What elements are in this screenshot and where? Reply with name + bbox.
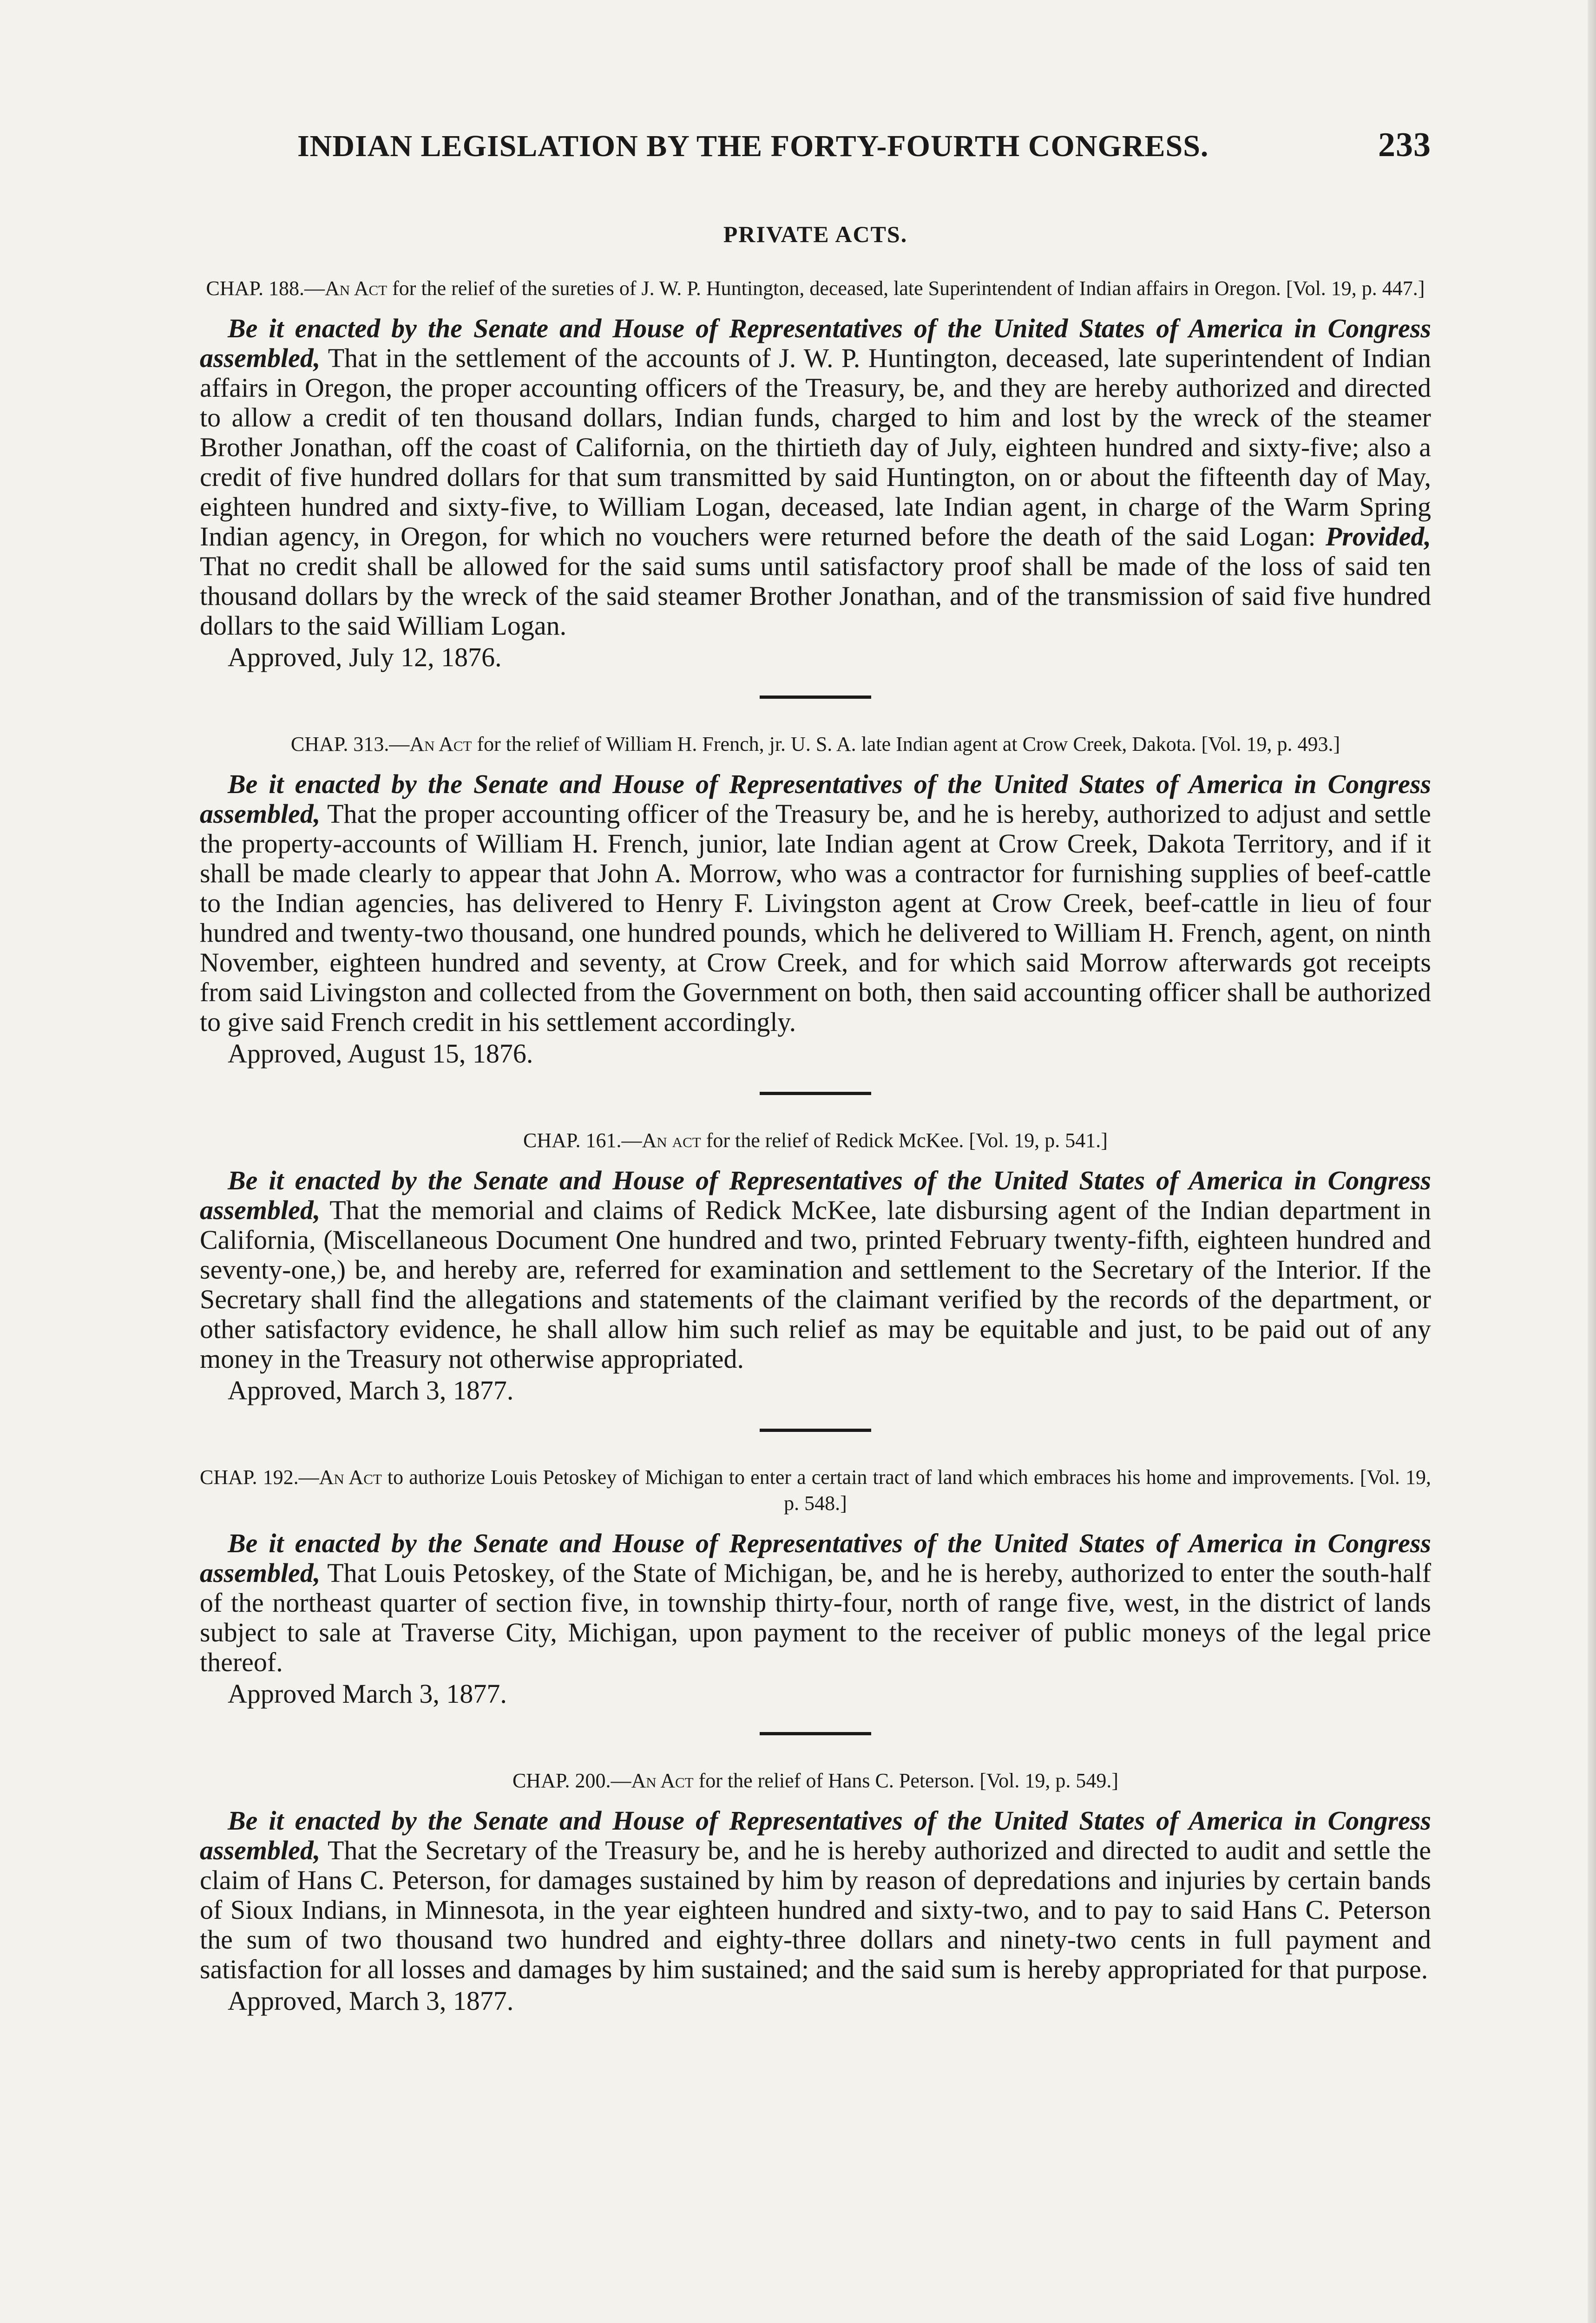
divider-rule — [760, 1092, 871, 1095]
running-title: INDIAN LEGISLATION BY THE FORTY-FOURTH CONGRESS. — [297, 129, 1209, 163]
approval-date: Approved March 3, 1877. — [228, 1679, 507, 1709]
divider-rule — [760, 1429, 871, 1432]
page-number: 233 — [1378, 126, 1431, 164]
act-heading — [200, 731, 1431, 757]
act-title: for the relief of Hans C. Peterson. [Vol. 19, p. 549.] — [698, 1769, 1119, 1792]
chapter-number: CHAP. 161.— — [523, 1129, 642, 1152]
chapter-number: CHAP. 313.— — [290, 733, 410, 755]
act-body — [200, 769, 1431, 1037]
approval-date: Approved, March 3, 1877. — [228, 1986, 514, 2016]
act-chap-161 — [200, 1128, 1431, 1405]
act-chap-188 — [200, 276, 1431, 672]
divider-rule — [760, 1732, 871, 1735]
section-title: PRIVATE ACTS. — [723, 221, 908, 247]
divider-rule — [760, 696, 871, 699]
act-label: An Act — [409, 733, 472, 755]
act-title: for the relief of William H. French, jr. U. S. A. late Indian agent at Crow Creek, Dakota. [Vol. 19, p. 493.] — [477, 733, 1340, 755]
chapter-number: CHAP. 192.— — [200, 1466, 319, 1489]
act-text: That the proper accounting officer of the Treasury be, and he is hereby, authorized to adjust and settle the property-accounts of William H. French, junior, late Indian agent at Crow Creek, Dakota Territory, and if it shall be made clearly to appear that John A. Morrow, who was a contractor for furnishing supplies of beef-cattle to the Indian agencies, has delivered to Henry F. Livingston agent at Crow Creek, beef-cattle in lieu of four hundred and twenty-two thousand, one hundred pounds, which he delivered to William H. French, agent, on ninth November, eighteen hundred and seventy, at Crow Creek, and for which said Morrow afterwards got receipts from said Livingston and collected from the Government on both, then said accounting officer shall be authorized to give said French credit in his settlement accordingly. — [200, 799, 1431, 1037]
act-title: for the relief of the sureties of J. W. P. Huntington, deceased, late Superintendent of Indian affairs in Oregon. [Vol. 19, p. 447.] — [392, 277, 1425, 300]
act-body — [200, 1806, 1431, 1984]
act-title: for the relief of Redick McKee. [Vol. 19, p. 541.] — [706, 1129, 1108, 1152]
enacting-clause: Be it enacted by the Senate and House of Representatives of the United States of America in Congress assembled, — [200, 1805, 1431, 1865]
approval-date: Approved, March 3, 1877. — [228, 1375, 514, 1405]
act-chap-200 — [200, 1768, 1431, 2016]
act-text: That the memorial and claims of Redick McKee, late disbursing agent of the Indian department in California, (Miscellaneous Document One hundred and two, printed February twenty-fifth, eighteen hundred and seventy-one,) be, and hereby are, referred for examination and settlement to the Secretary of the Interior. If the Secretary shall find the allegations and statements of the claimant verified by the records of the department, or other satisfactory evidence, he shall allow him such relief as may be equitable and just, to be paid out of any money in the Treasury not otherwise appropriated. — [200, 1195, 1431, 1374]
running-head — [200, 125, 1431, 165]
act-title: to authorize Louis Petoskey of Michigan to enter a certain tract of land which embraces his home and improvements. [Vol. 19, p. 548.] — [387, 1466, 1432, 1515]
act-heading — [200, 276, 1431, 302]
act-label: An Act — [631, 1769, 694, 1792]
chapter-number: CHAP. 200.— — [512, 1769, 631, 1792]
act-label: An Act — [325, 277, 388, 300]
act-heading — [200, 1768, 1431, 1794]
enacting-clause: Be it enacted by the Senate and House of Representatives of the United States of America in Congress assembled, — [200, 313, 1431, 373]
act-chap-192 — [200, 1464, 1431, 1709]
act-body — [200, 1529, 1431, 1677]
act-text: That Louis Petoskey, of the State of Michigan, be, and he is hereby, authorized to enter the south-half of the northeast quarter of section five, in township thirty-four, north of range five, west, in the district of lands subject to sale at Traverse City, Michigan, upon payment to the receiver of public moneys of the legal price thereof. — [200, 1558, 1432, 1677]
act-body — [200, 1166, 1431, 1374]
act-chap-313 — [200, 731, 1431, 1069]
act-text: That in the settlement of the accounts of J. W. P. Huntington, deceased, late superintendent of Indian affairs in Oregon, the proper accounting officers of the Treasury, be, and they are hereby authorized and directed to allow a credit of ten thousand dollars, Indian funds, charged to him and lost by the wreck of the steamer Brother Jonathan, off the coast of California, on the thirtieth day of July, eighteen hundred and sixty-five; also a credit of five hundred dollars for that sum transmitted by said Huntington, on or about the fifteenth day of May, eighteen hundred and sixty-five, to William Logan, deceased, late Indian agent, in charge of the Warm Spring Indian agency, in Oregon, for which no vouchers were returned before the death of the said Logan: — [200, 343, 1432, 551]
act-text-continued: That no credit shall be allowed for the said sums until satisfactory proof shall be made of the loss of said ten thousand dollars by the wreck of the said steamer Brother Jonathan, and of the transmission of said five hundred dollars to the said William Logan. — [200, 551, 1431, 641]
text-column — [200, 125, 1431, 2016]
approval-date: Approved, August 15, 1876. — [228, 1038, 533, 1069]
enacting-clause: Be it enacted by the Senate and House of Representatives of the United States of America in Congress assembled, — [200, 1528, 1431, 1588]
act-label: An act — [642, 1129, 701, 1152]
act-heading — [200, 1464, 1431, 1516]
scan-edge — [1588, 0, 1596, 2323]
act-text: That the Secretary of the Treasury be, and he is hereby authorized and directed to audit and settle the claim of Hans C. Peterson, for damages sustained by him by reason of depredations and injuries by certain bands of Sioux Indians, in Minnesota, in the year eighteen hundred and sixty-two, and to pay to said Hans C. Peterson the sum of two thousand two hundred and eighty-three dollars and ninety-two cents in full payment and satisfaction for all losses and damages by him sustained; and the said sum is hereby appropriated for that purpose. — [200, 1835, 1431, 1984]
approval-date: Approved, July 12, 1876. — [228, 642, 502, 672]
chapter-number: CHAP. 188.— — [206, 277, 325, 300]
act-heading — [200, 1128, 1431, 1154]
enacting-clause: Be it enacted by the Senate and House of Representatives of the United States of America in Congress assembled, — [200, 1165, 1431, 1225]
proviso: Provided, — [1325, 521, 1432, 551]
act-body — [200, 314, 1431, 641]
enacting-clause: Be it enacted by the Senate and House of Representatives of the United States of America in Congress assembled, — [200, 769, 1431, 829]
act-label: An Act — [319, 1466, 382, 1489]
